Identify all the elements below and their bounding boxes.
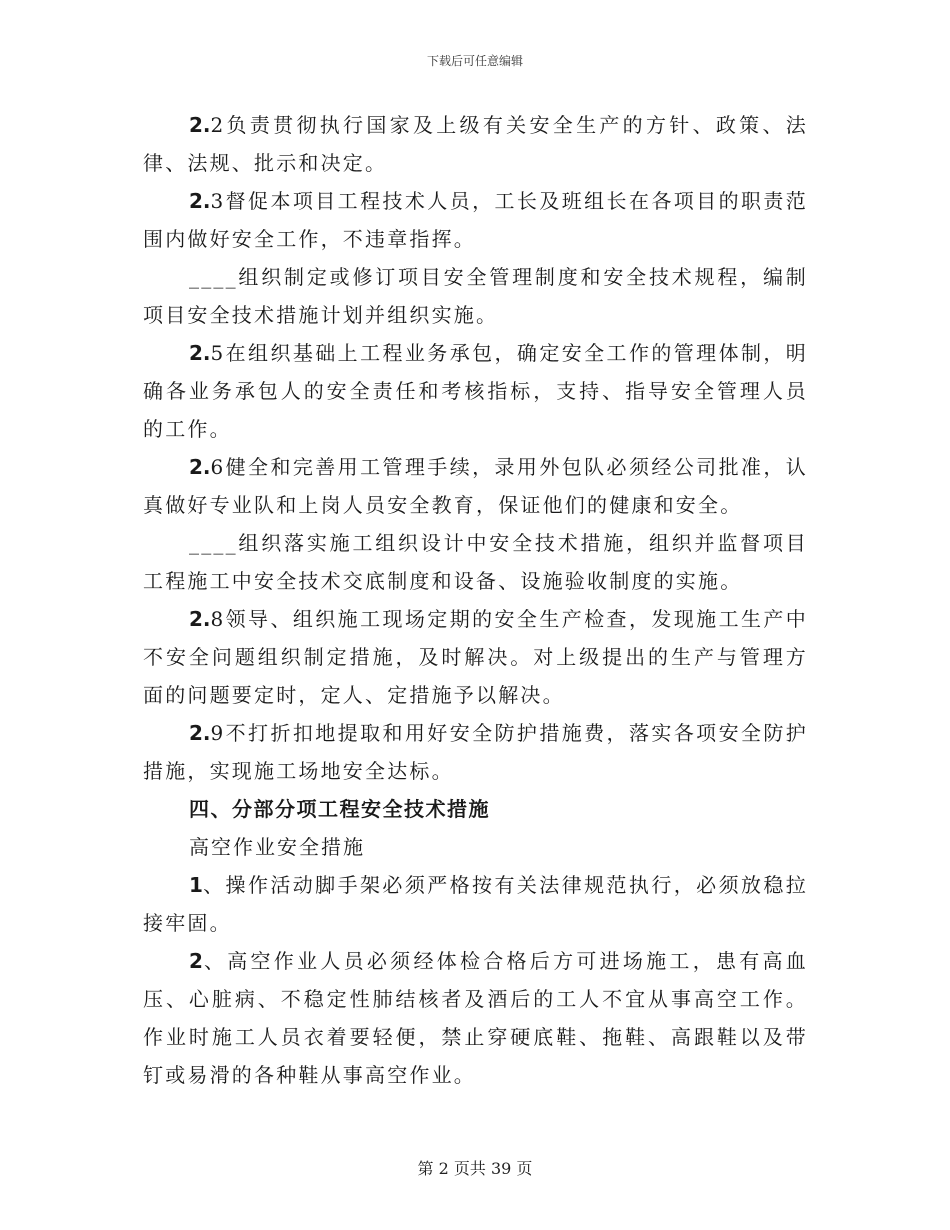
- paragraph-text: 9不打折扣地提取和用好安全防护措施费，落实各项安全防护措施，实现施工场地安全达标。: [143, 721, 808, 783]
- paragraph-2-4: [143, 258, 808, 334]
- section-heading: 四、分部分项工程安全技术措施: [189, 797, 490, 821]
- item-text: 、高空作业人员必须经体检合格后方可进场施工，患有高血压、心脏病、不稳定性肺结核者及酒后的工人不宜从事高空工作。作业时施工人员衣着要轻便，禁止穿硬底鞋、拖鞋、高跟鞋以及带钉或易滑的各种鞋从事高空作业。: [143, 949, 808, 1087]
- item-number: 2: [189, 949, 203, 973]
- item-text: 、操作活动脚手架必须严格按有关法律规范执行，必须放稳拉接牢固。: [143, 873, 808, 935]
- clause-number: 2.: [189, 113, 211, 137]
- paragraph-text: 8领导、组织施工现场定期的安全生产检查，发现施工生产中不安全问题组织制定措施，及时解决。对上级提出的生产与管理方面的问题要定时，定人、定措施予以解决。: [143, 607, 808, 707]
- list-item: [143, 866, 808, 942]
- clause-number: 2.: [189, 607, 211, 631]
- clause-number: 2.: [189, 189, 211, 213]
- paragraph-2-3: [143, 182, 808, 258]
- item-number: 1: [189, 873, 203, 897]
- paragraph-2-9: [143, 714, 808, 790]
- document-body: [143, 106, 808, 1094]
- page-header: 下载后可任意编辑: [426, 54, 523, 68]
- paragraph-text: 6健全和完善用工管理手续，录用外包队必须经公司批准，认真做好专业队和上岗人员安全教育，保证他们的健康和安全。: [143, 455, 808, 517]
- paragraph-2-2: [143, 106, 808, 182]
- paragraph-text: 2负责贯彻执行国家及上级有关安全生产的方针、政策、法律、法规、批示和决定。: [143, 113, 808, 175]
- paragraph-text: ____组织落实施工组织设计中安全技术措施，组织并监督项目工程施工中安全技术交底制度和设备、设施验收制度的实施。: [143, 531, 808, 593]
- clause-number: 2.: [189, 341, 211, 365]
- paragraph-2-5: [143, 334, 808, 448]
- paragraph-text: 5在组织基础上工程业务承包，确定安全工作的管理体制，明确各业务承包人的安全责任和考核指标，支持、指导安全管理人员的工作。: [143, 341, 808, 441]
- paragraph-2-6: [143, 448, 808, 524]
- list-item: [143, 942, 808, 1094]
- paragraph-text: ____组织制定或修订项目安全管理制度和安全技术规程，编制项目安全技术措施计划并组织实施。: [143, 265, 808, 327]
- section-subheading: 高空作业安全措施: [189, 835, 365, 859]
- page-footer: 第 2 页共 39 页: [417, 1159, 533, 1178]
- paragraph-2-7: [143, 524, 808, 600]
- clause-number: 2.: [189, 721, 211, 745]
- paragraph-text: 3督促本项目工程技术人员，工长及班组长在各项目的职责范围内做好安全工作，不违章指挥。: [143, 189, 808, 251]
- paragraph-2-8: [143, 600, 808, 714]
- clause-number: 2.: [189, 455, 211, 479]
